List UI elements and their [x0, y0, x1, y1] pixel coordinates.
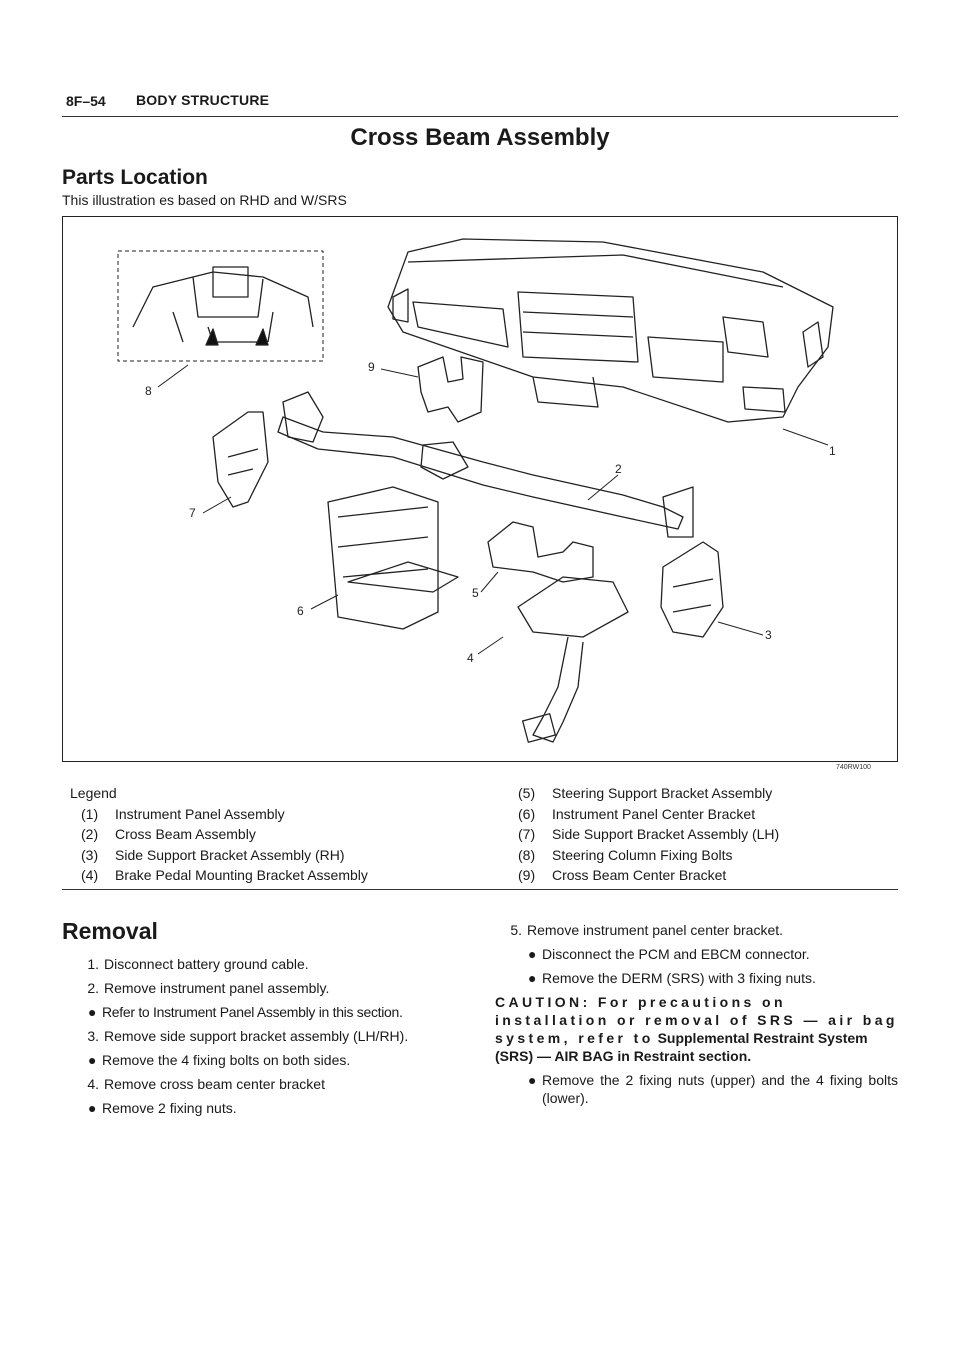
- callout-3: 3: [765, 628, 772, 642]
- legend-item: (9) Cross Beam Center Bracket: [518, 867, 727, 883]
- section-title: BODY STRUCTURE: [136, 92, 270, 108]
- callout-1: 1: [829, 444, 836, 458]
- callout-6: 6: [297, 604, 304, 618]
- removal-substep: ● Disconnect the PCM and EBCM connector.: [528, 946, 810, 962]
- legend-item: (5) Steering Support Bracket Assembly: [518, 785, 773, 801]
- legend-right: [518, 783, 779, 886]
- legend-item: (1) Instrument Panel Assembly: [81, 805, 285, 822]
- legend-item: (2) Cross Beam Assembly: [81, 826, 256, 842]
- bullet-icon: ●: [528, 970, 537, 986]
- callout-7: 7: [189, 506, 196, 520]
- removal-step: 3. Remove side support bracket assembly (LH/RH).: [87, 1028, 409, 1044]
- bullet-icon: ●: [88, 1100, 97, 1116]
- legend-left: [70, 783, 368, 886]
- side-bracket-lh: [213, 412, 268, 507]
- removal-step: 5. Remove instrument panel center bracket.: [510, 922, 784, 938]
- center-bracket: [418, 357, 483, 422]
- inset-column: [133, 272, 313, 327]
- removal-substep: ● Remove 2 fixing nuts.: [88, 1100, 237, 1116]
- callout-8: 8: [145, 384, 152, 398]
- removal-step: 4. Remove cross beam center bracket: [87, 1076, 325, 1092]
- caution-note: [495, 993, 898, 1065]
- bullet-icon: ●: [528, 946, 537, 962]
- side-bracket-rh: [661, 542, 723, 637]
- steering-support: [488, 522, 593, 582]
- bullet-icon: ●: [528, 1072, 537, 1088]
- removal-heading: Removal: [62, 918, 158, 944]
- figure-code: 740RW100: [836, 764, 871, 771]
- instrument-panel: [388, 239, 833, 422]
- legend-item: (6) Instrument Panel Center Bracket: [518, 805, 756, 822]
- caution-spaced-text: CAUTION: For precautions on installation or removal of SRS — air bag system, refer to: [495, 994, 898, 1046]
- callout-9: 9: [368, 360, 375, 374]
- bullet-icon: ●: [88, 1004, 97, 1020]
- removal-substep: ● Refer to Instrument Panel Assembly in this section.: [88, 1004, 403, 1020]
- cross-beam: [278, 417, 683, 529]
- removal-step: 2. Remove instrument panel assembly.: [87, 980, 330, 996]
- callout-5: 5: [472, 586, 479, 600]
- page-title: Cross Beam Assembly: [350, 124, 610, 151]
- legend-title: Legend: [70, 785, 117, 801]
- exploded-diagram: [63, 217, 897, 761]
- removal-substep: ● Remove the 2 fixing nuts (upper) and the 4 fixing bolts (lower).: [528, 1072, 898, 1106]
- callout-4: 4: [467, 651, 474, 665]
- parts-location-subtitle: This illustration es based on RHD and W/SRS: [62, 192, 347, 208]
- removal-right-column: [495, 921, 898, 1113]
- removal-substep: ● Remove the DERM (SRS) with 3 fixing nuts.: [528, 970, 816, 986]
- page-code: 8F–54: [66, 93, 106, 109]
- brake-pedal-bracket: [518, 577, 628, 637]
- header-rule: [62, 116, 898, 117]
- legend-item: (4) Brake Pedal Mounting Bracket Assembly: [81, 867, 368, 883]
- caution-text: Supplemental Restraint System (SRS) — AIR BAG in Restraint section.: [495, 1030, 868, 1064]
- legend-item: (3) Side Support Bracket Assembly (RH): [81, 846, 345, 863]
- removal-left-column: [72, 955, 472, 1123]
- parts-illustration: [62, 216, 898, 762]
- bullet-icon: ●: [88, 1052, 97, 1068]
- legend-item: (8) Steering Column Fixing Bolts: [518, 846, 733, 863]
- parts-location-heading: Parts Location: [62, 166, 208, 189]
- legend-item: (7) Side Support Bracket Assembly (LH): [518, 826, 780, 842]
- removal-substep: ● Remove the 4 fixing bolts on both sides.: [88, 1052, 351, 1068]
- removal-step: 1. Disconnect battery ground cable.: [87, 956, 309, 972]
- legend-rule: [62, 889, 898, 890]
- callout-2: 2: [615, 462, 622, 476]
